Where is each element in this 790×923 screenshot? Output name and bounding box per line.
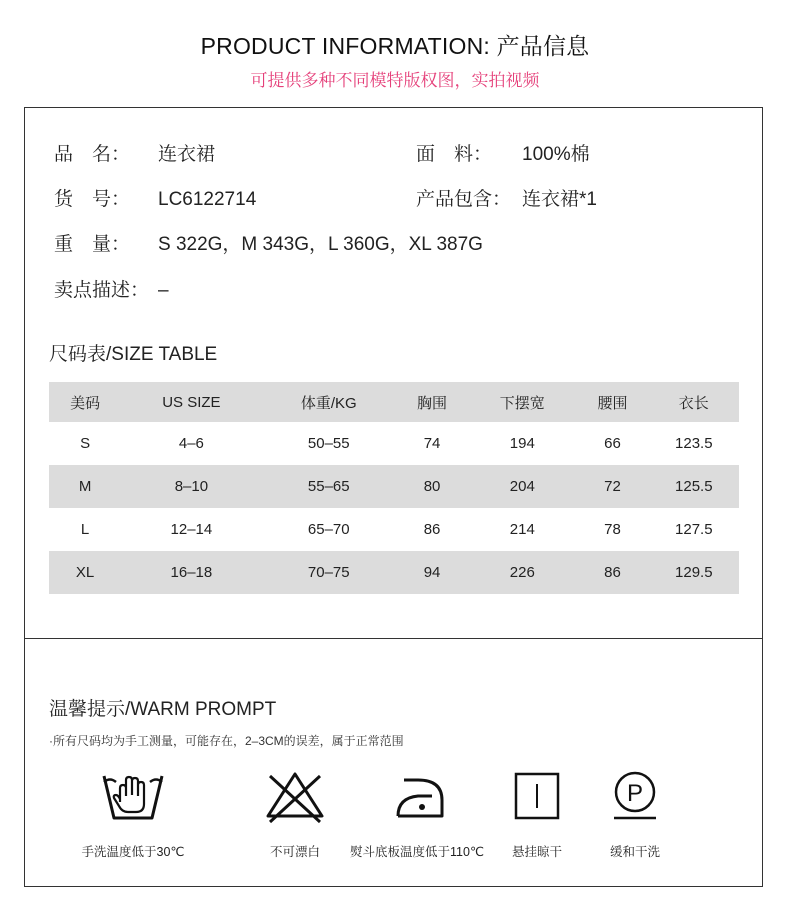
hand-wash-icon xyxy=(98,768,168,824)
table-cell: 123.5 xyxy=(675,435,713,452)
care-label: 手洗温度低于30℃ xyxy=(81,845,185,859)
info-label-weight: 重 量： xyxy=(54,234,131,255)
table-cell: 86 xyxy=(423,521,441,538)
table-header-cell: 衣长 xyxy=(649,382,739,422)
size-table xyxy=(49,382,739,594)
table-cell: 94 xyxy=(396,551,468,594)
table-header-cell: 下摆宽 xyxy=(468,382,576,422)
page-subtitle: 可提供多种不同模特版权图，实拍视频 xyxy=(250,71,540,90)
svg-text:P: P xyxy=(626,780,644,807)
table-row xyxy=(49,551,739,594)
care-item-hand-wash xyxy=(63,768,203,859)
table-cell: 4–6 xyxy=(178,435,204,452)
table-cell: 74 xyxy=(423,435,441,452)
table-cell: 194 xyxy=(509,435,535,452)
table-row xyxy=(49,508,739,551)
table-cell: 86 xyxy=(576,551,648,594)
table-row xyxy=(49,465,739,508)
care-item-iron xyxy=(347,768,487,859)
hang-dry-icon xyxy=(502,768,572,824)
table-cell: 12–14 xyxy=(170,521,213,538)
care-label: 不可漂白 xyxy=(269,845,320,859)
table-cell: 226 xyxy=(468,551,576,594)
info-row-selling xyxy=(54,275,169,302)
info-row-contents xyxy=(416,184,597,211)
table-cell: 8–10 xyxy=(121,465,261,508)
table-cell: 50–55 xyxy=(307,435,350,452)
table-cell: 214 xyxy=(509,521,535,538)
table-cell: 55–65 xyxy=(262,465,396,508)
care-label: 缓和干洗 xyxy=(609,845,660,859)
section-divider xyxy=(25,638,762,639)
care-item-dry-clean xyxy=(565,768,705,859)
table-cell: M xyxy=(49,465,121,508)
table-header-cell: US SIZE xyxy=(121,382,261,422)
table-header-cell: 美码 xyxy=(49,382,121,422)
info-value-sku: LC6122714 xyxy=(158,189,257,210)
info-label-name: 品 名： xyxy=(54,144,131,165)
table-cell: 72 xyxy=(576,465,648,508)
iron-icon xyxy=(382,768,452,824)
info-value-fabric: 100%棉 xyxy=(522,144,590,165)
info-row-fabric xyxy=(416,139,590,166)
info-value-selling: – xyxy=(158,280,169,301)
info-label-fabric: 面 料： xyxy=(416,144,493,165)
table-cell: S xyxy=(80,435,91,452)
table-cell: 127.5 xyxy=(675,521,713,538)
info-row-sku xyxy=(54,184,256,211)
table-cell: 70–75 xyxy=(262,551,396,594)
info-value-name: 连衣裙 xyxy=(158,144,216,165)
table-cell: 125.5 xyxy=(649,465,739,508)
table-cell: L xyxy=(80,521,90,538)
info-value-contents: 连衣裙*1 xyxy=(522,189,597,210)
care-item-no-bleach xyxy=(225,768,365,859)
table-header-cell: 胸围 xyxy=(396,382,468,422)
table-cell: 65–70 xyxy=(307,521,350,538)
no-bleach-icon xyxy=(260,768,330,824)
care-label: 悬挂晾干 xyxy=(511,845,562,859)
table-header-cell: 体重/KG xyxy=(262,382,396,422)
page-title: PRODUCT INFORMATION: 产品信息 xyxy=(200,33,590,59)
size-table-title: 尺码表/SIZE TABLE xyxy=(49,344,218,365)
warm-prompt-title: 温馨提示/WARM PROMPT xyxy=(49,699,277,720)
measurement-note: ·所有尺码均为手工测量，可能存在，2–3CM的误差，属于正常范围 xyxy=(49,734,404,748)
table-row xyxy=(49,422,739,465)
table-cell: XL xyxy=(49,551,121,594)
table-cell: 78 xyxy=(604,521,621,538)
info-label-selling: 卖点描述： xyxy=(54,280,150,301)
table-header-row xyxy=(49,382,739,422)
dry-clean-icon xyxy=(600,768,670,824)
table-cell: 66 xyxy=(604,435,621,452)
table-cell: 16–18 xyxy=(121,551,261,594)
product-info-frame xyxy=(24,107,763,887)
table-cell: 129.5 xyxy=(649,551,739,594)
info-value-weight: S 322G，M 343G，L 360G，XL 387G xyxy=(158,234,483,255)
table-cell: 80 xyxy=(396,465,468,508)
info-label-sku: 货 号： xyxy=(54,189,131,210)
care-label: 熨斗底板温度低于110℃ xyxy=(350,845,484,859)
info-label-contents: 产品包含： xyxy=(416,189,512,210)
table-header-cell: 腰围 xyxy=(576,382,648,422)
table-cell: 204 xyxy=(468,465,576,508)
info-row-name xyxy=(54,139,215,166)
info-row-weight xyxy=(54,229,483,256)
